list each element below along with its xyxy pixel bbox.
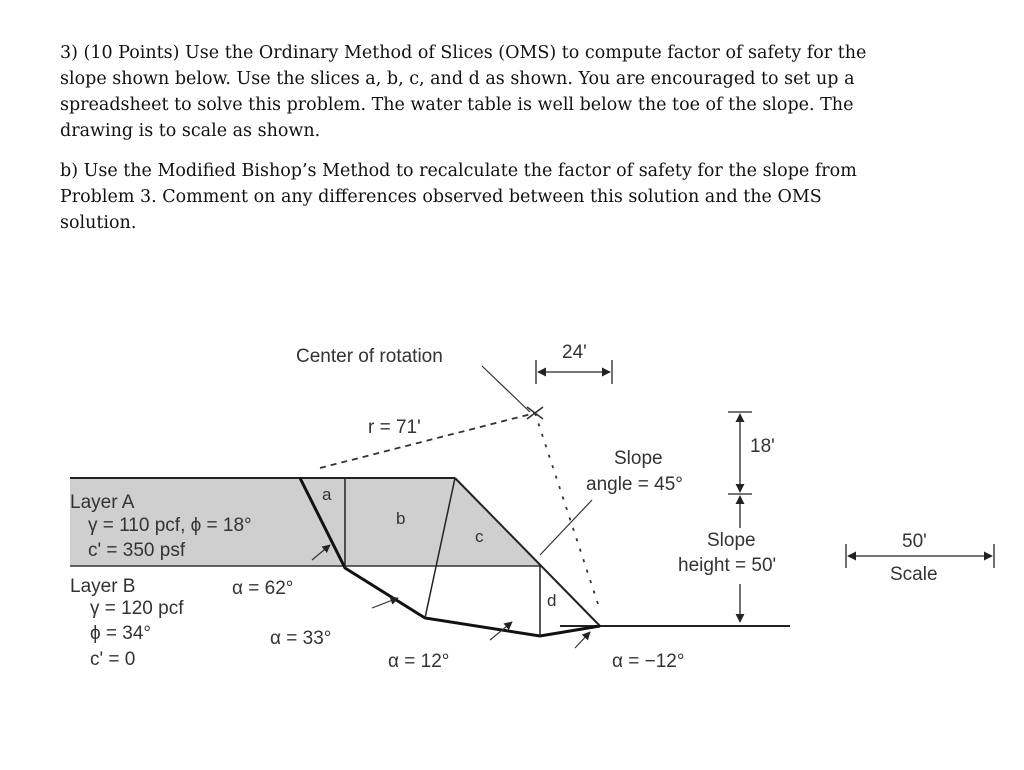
layer-b-name: Layer B [70, 576, 136, 597]
slope-angle-label-2: angle = 45° [586, 474, 683, 495]
radius-label: r = 71' [368, 417, 421, 438]
slice-label-c: c [475, 527, 484, 546]
problem-part-b: b) Use the Modified Bishop’s Method to recalculate the factor of safety for the slope from Problem 3. Comment on any differences observed between this solution and the OMS solution. [60, 161, 857, 233]
scale-value-label: 50' [902, 531, 927, 552]
center-x-mark [527, 407, 543, 419]
layer-a-name: Layer A [70, 492, 135, 513]
offset-label: 24' [562, 342, 587, 363]
alpha-arrow-b [372, 598, 398, 608]
center-of-rotation-label: Center of rotation [296, 346, 443, 367]
problem-part-a: 3) (10 Points) Use the Ordinary Method of Slices (OMS) to compute factor of safety for the slope shown below. Use the slices a, b, c, and d as shown. You are encouraged to set up a spreadsheet to solve this problem. The water table is well below the toe of the slope. The drawing is to scale as shown. [60, 43, 867, 141]
slice-label-b: b [396, 509, 406, 528]
scale-label: Scale [890, 564, 938, 585]
center-pointer [482, 366, 530, 412]
alpha-label-b: α = 33° [270, 628, 332, 649]
slope-height-label-2: height = 50' [678, 555, 777, 576]
layer-a-props-2: c' = 350 psf [88, 540, 186, 561]
slope-height-label-1: Slope [707, 530, 756, 551]
slope-angle-label-1: Slope [614, 448, 663, 469]
radius-line [320, 413, 535, 468]
layer-a-props-1: γ = 110 pcf, ϕ = 18° [88, 515, 252, 536]
slice-label-d: d [547, 591, 557, 610]
slice-label-a: a [322, 485, 332, 504]
alpha-label-a: α = 62° [232, 578, 294, 599]
crest-label: 18' [750, 436, 775, 457]
center-vertical [535, 413, 600, 610]
layer-b-props-2: ϕ = 34° [90, 623, 152, 644]
layer-b-props-1: γ = 120 pcf [90, 598, 184, 619]
alpha-arrow-d [575, 632, 590, 648]
alpha-label-d: α = −12° [612, 651, 685, 672]
alpha-label-c: α = 12° [388, 651, 450, 672]
layer-b-props-3: c' = 0 [90, 649, 136, 670]
